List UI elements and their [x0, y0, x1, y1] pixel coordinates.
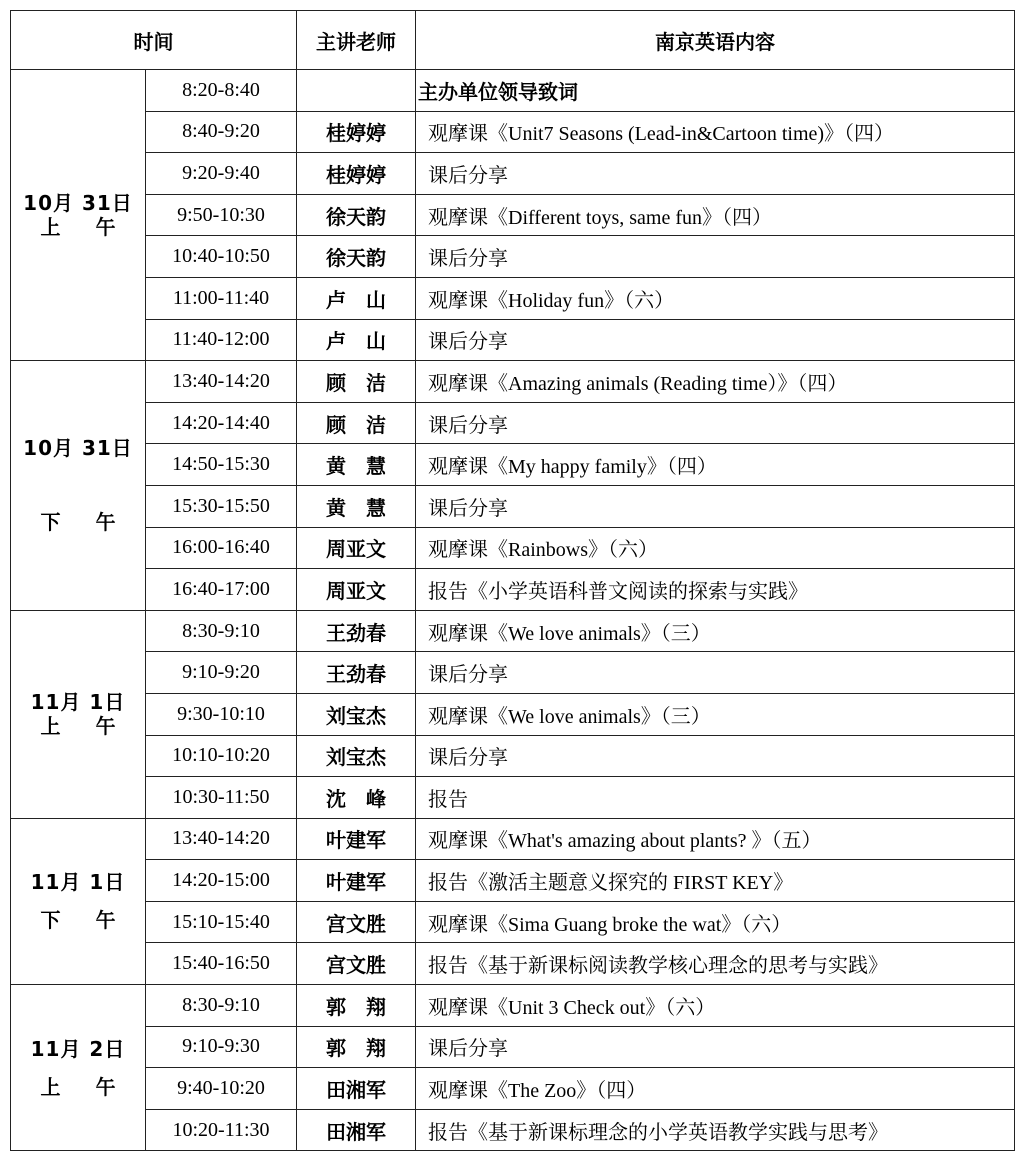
time-cell: 8:40-9:20	[146, 111, 297, 153]
content-cell: 观摩课《Different toys, same fun》（四）	[416, 194, 1015, 236]
day-date: 10月 31日	[23, 191, 133, 216]
content-cell: 观摩课《We love animals》（三）	[416, 610, 1015, 652]
content-cell: 观摩课《Unit7 Seasons (Lead-in&Cartoon time)》（四）	[416, 111, 1015, 153]
table-row	[11, 444, 1015, 486]
content-cell: 课后分享	[416, 402, 1015, 444]
table-row	[11, 277, 1015, 319]
teacher-cell: 桂婷婷	[297, 153, 416, 195]
header-teacher: 主讲老师	[297, 11, 416, 70]
table-row	[11, 777, 1015, 819]
time-cell: 8:20-8:40	[146, 70, 297, 112]
table-row	[11, 818, 1015, 860]
time-cell: 13:40-14:20	[146, 361, 297, 403]
table-row	[11, 901, 1015, 943]
table-row	[11, 860, 1015, 902]
content-cell: 课后分享	[416, 735, 1015, 777]
content-cell: 主办单位领导致词	[416, 70, 1015, 112]
teacher-cell: 刘宝杰	[297, 693, 416, 735]
table-row	[11, 111, 1015, 153]
table-row	[11, 985, 1015, 1027]
time-cell: 10:20-11:30	[146, 1109, 297, 1151]
time-cell: 15:10-15:40	[146, 901, 297, 943]
time-cell: 10:40-10:50	[146, 236, 297, 278]
table-row	[11, 569, 1015, 611]
teacher-cell: 田湘军	[297, 1068, 416, 1110]
teacher-cell: 王劲春	[297, 610, 416, 652]
day-cell	[11, 818, 146, 984]
header-time: 时间	[11, 11, 297, 70]
time-cell: 15:30-15:50	[146, 485, 297, 527]
header-row	[11, 11, 1015, 70]
content-cell: 观摩课《Unit 3 Check out》（六）	[416, 985, 1015, 1027]
content-cell: 报告	[416, 777, 1015, 819]
teacher-cell: 卢 山	[297, 319, 416, 361]
day-date: 11月 1日	[30, 690, 126, 715]
teacher-cell: 田湘军	[297, 1109, 416, 1151]
teacher-cell: 宫文胜	[297, 943, 416, 985]
time-cell: 15:40-16:50	[146, 943, 297, 985]
table-row	[11, 485, 1015, 527]
time-cell: 9:10-9:20	[146, 652, 297, 694]
time-cell: 8:30-9:10	[146, 985, 297, 1027]
day-cell	[11, 361, 146, 611]
content-cell: 观摩课《What's amazing about plants? 》（五）	[416, 818, 1015, 860]
table-row	[11, 361, 1015, 403]
day-date: 11月 1日	[30, 870, 126, 895]
time-cell: 9:30-10:10	[146, 693, 297, 735]
day-cell	[11, 985, 146, 1151]
time-cell: 11:00-11:40	[146, 277, 297, 319]
teacher-cell: 周亚文	[297, 527, 416, 569]
teacher-cell: 叶建军	[297, 860, 416, 902]
content-cell: 观摩课《Amazing animals (Reading time）》（四）	[416, 361, 1015, 403]
content-cell: 报告《激活主题意义探究的 FIRST KEY》	[416, 860, 1015, 902]
header-content: 南京英语内容	[416, 11, 1015, 70]
table-row	[11, 1109, 1015, 1151]
teacher-cell: 周亚文	[297, 569, 416, 611]
content-cell: 观摩课《My happy family》（四）	[416, 444, 1015, 486]
time-cell: 8:30-9:10	[146, 610, 297, 652]
day-date: 10月 31日	[23, 436, 133, 461]
table-row	[11, 236, 1015, 278]
day-cell	[11, 70, 146, 361]
content-cell: 观摩课《The Zoo》（四）	[416, 1068, 1015, 1110]
table-row	[11, 652, 1015, 694]
time-cell: 16:40-17:00	[146, 569, 297, 611]
time-cell: 10:10-10:20	[146, 735, 297, 777]
content-cell: 课后分享	[416, 485, 1015, 527]
teacher-cell: 沈 峰	[297, 777, 416, 819]
table-row	[11, 943, 1015, 985]
day-cell	[11, 610, 146, 818]
content-cell: 观摩课《Rainbows》（六）	[416, 527, 1015, 569]
time-cell: 14:20-15:00	[146, 860, 297, 902]
table-row	[11, 319, 1015, 361]
time-cell: 13:40-14:20	[146, 818, 297, 860]
day-half: 下 午	[40, 510, 130, 535]
content-cell: 观摩课《Sima Guang broke the wat》（六）	[416, 901, 1015, 943]
teacher-cell: 徐天韵	[297, 236, 416, 278]
time-cell: 14:20-14:40	[146, 402, 297, 444]
teacher-cell: 顾 洁	[297, 402, 416, 444]
time-cell: 9:50-10:30	[146, 194, 297, 236]
content-cell: 观摩课《Holiday fun》（六）	[416, 277, 1015, 319]
teacher-cell: 卢 山	[297, 277, 416, 319]
content-cell: 课后分享	[416, 319, 1015, 361]
table-row	[11, 1026, 1015, 1068]
table-row	[11, 194, 1015, 236]
content-cell: 课后分享	[416, 652, 1015, 694]
schedule-table	[10, 10, 1015, 1151]
day-half: 下 午	[40, 908, 130, 933]
content-cell: 观摩课《We love animals》（三）	[416, 693, 1015, 735]
teacher-cell: 顾 洁	[297, 361, 416, 403]
teacher-cell: 徐天韵	[297, 194, 416, 236]
content-cell: 课后分享	[416, 1026, 1015, 1068]
table-row	[11, 1068, 1015, 1110]
day-half: 上 午	[40, 1074, 130, 1099]
day-half: 上 午	[40, 215, 130, 240]
day-half: 上 午	[40, 714, 130, 739]
teacher-cell: 桂婷婷	[297, 111, 416, 153]
time-cell: 9:40-10:20	[146, 1068, 297, 1110]
table-row	[11, 70, 1015, 112]
teacher-cell: 王劲春	[297, 652, 416, 694]
time-cell: 9:20-9:40	[146, 153, 297, 195]
time-cell: 10:30-11:50	[146, 777, 297, 819]
table-row	[11, 527, 1015, 569]
time-cell: 11:40-12:00	[146, 319, 297, 361]
table-row	[11, 402, 1015, 444]
table-row	[11, 153, 1015, 195]
content-cell: 课后分享	[416, 236, 1015, 278]
teacher-cell	[297, 70, 416, 112]
time-cell: 16:00-16:40	[146, 527, 297, 569]
teacher-cell: 黄 慧	[297, 485, 416, 527]
teacher-cell: 宫文胜	[297, 901, 416, 943]
content-cell: 报告《基于新课标理念的小学英语教学实践与思考》	[416, 1109, 1015, 1151]
time-cell: 14:50-15:30	[146, 444, 297, 486]
teacher-cell: 郭 翔	[297, 1026, 416, 1068]
day-date: 11月 2日	[30, 1036, 126, 1061]
content-cell: 报告《小学英语科普文阅读的探索与实践》	[416, 569, 1015, 611]
time-cell: 9:10-9:30	[146, 1026, 297, 1068]
teacher-cell: 叶建军	[297, 818, 416, 860]
table-row	[11, 693, 1015, 735]
content-cell: 报告《基于新课标阅读教学核心理念的思考与实践》	[416, 943, 1015, 985]
teacher-cell: 郭 翔	[297, 985, 416, 1027]
teacher-cell: 刘宝杰	[297, 735, 416, 777]
table-row	[11, 735, 1015, 777]
content-cell: 课后分享	[416, 153, 1015, 195]
teacher-cell: 黄 慧	[297, 444, 416, 486]
table-row	[11, 610, 1015, 652]
